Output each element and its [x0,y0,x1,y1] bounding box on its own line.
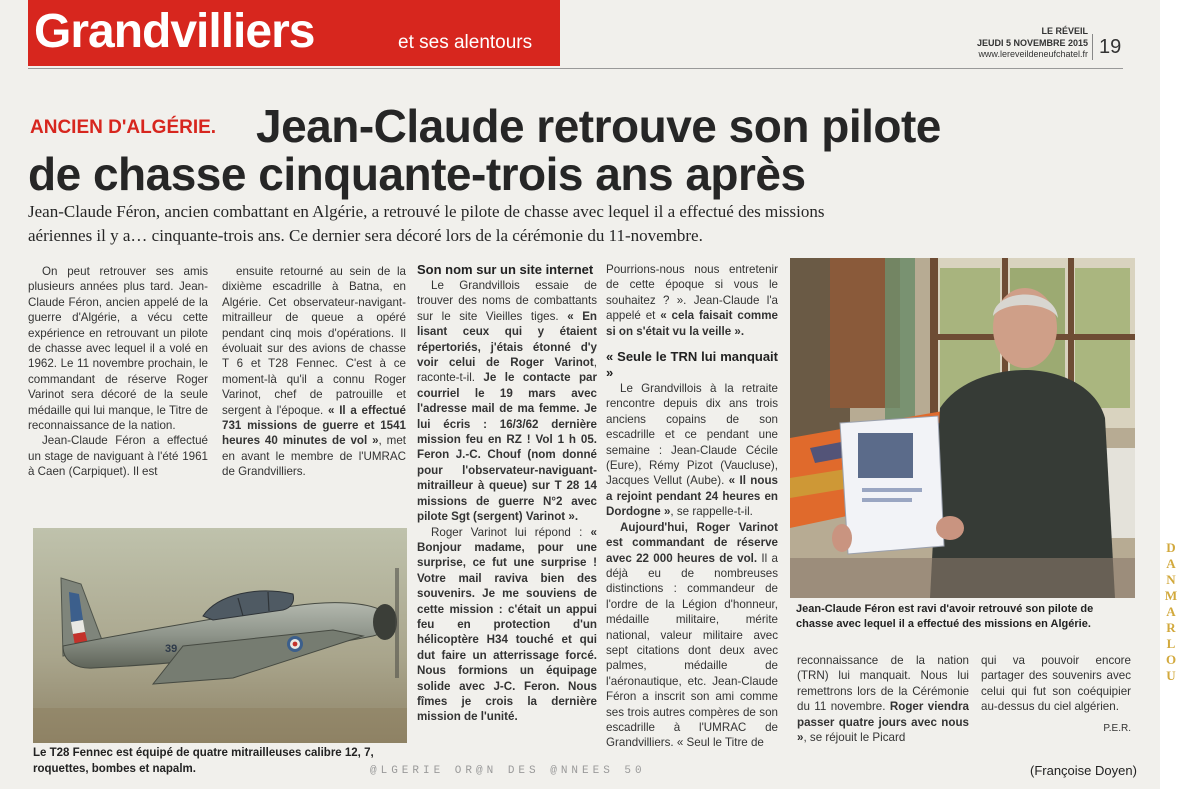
paragraph-text: Roger Varinot lui répond : [431,525,591,539]
paragraph-text: , met en avant le membre de l'UMRAC de Grandvilliers. [222,434,406,479]
paragraph-text: Il a déjà eu de nombreuses distinctions : commandeur de l'ordre de la Légion d'honneur, médaille militaire, mérite national, valeur militaire avec sept citations dont deux avec palmes, médaille de l'aéronautique, etc. Jean-Claude Féron a inscrit son ami comme ses trois autres compères de son escadrille à l'UMRAC de Grandvilliers. « Seul le Titre de [606,551,778,750]
section-subtitle: et ses alentours [398,32,533,53]
quote-text: « Bonjour madame, pour une surprise, ce fut une surprise ! Votre mail raviva bien des souvenirs. Je me souviens de cette mission : c'était un appui feu en protection d'un hélicoptère H34 touché et qui dut faire un atterrissage forcé. Nous formions un équipage solide avec J-C. Feron. Nous fîmes je crois la dernière mission de l'unité. [417,525,597,724]
article-column-3 [417,262,597,725]
jean-claude-feron-photo [790,258,1135,598]
article-column-4 [606,262,778,751]
headline-line-1: Jean-Claude retrouve son pilote [256,100,941,152]
article-column-5 [797,653,969,745]
paragraph-text: ensuite retourné au sein de la dixième escadrille à Batna, en Algérie. Cet observateur-navigant-mitrailleur de queue a opéré pendant cinq mois d'opérations. Il évoluait sur des avions de chasse T 6 et T28 Fennec. C'est à ce moment-là qu'il a connu Roger Varinot, chef de patrouille et sergent à l'époque. [222,265,406,417]
paragraph-text: , raconte-t-il. [417,356,597,385]
paragraph [417,278,597,525]
article-column-1 [28,264,208,480]
paragraph-text: Le Grandvillois à la retraite rencontre depuis dix ans trois anciens copains de son escadrille et ce pendant une semaine : Jean-Claude Cécile (Eure), Rémy Pizot (Vaucluse), Jacques Vellut (Aube). [606,382,778,488]
plane-illustration [33,528,407,743]
plane-photo-caption: Le T28 Fennec est équipé de quatre mitrailleuses calibre 12, 7, roquettes, bombes et napalm. [33,747,374,775]
paragraph [606,262,778,339]
headline-line-2: de chasse cinquante-trois ans après [28,148,806,200]
paragraph-text: Pourrions-nous nous entretenir de cette époque si vous le souhaitez ? ». Jean-Claude l'a appelé et [606,263,778,323]
newspaper-name: LE RÉVEIL [1041,26,1088,36]
paragraph: On peut retrouver ses amis plusieurs années plus tard. Jean-Claude Féron, ancien appelé de la guerre d'Algérie, a vécu cette expérience en retrouvant un pilote de chasse avec lequel il a volé en 1962. Le 11 novembre prochain, le commandant de réserve Roger Varinot sera décoré de la seule médaille qui lui manque, le Titre de reconnaissance de la nation. [28,265,208,433]
newspaper-website: www.lereveildeneufchatel.fr [978,49,1088,59]
quote-text: « Il nous a rejoint pendant 24 heures en Dordogne » [606,474,778,519]
paragraph-text: Le Grandvillois essaie de trouver des noms de combattants sur le site Vieilles tiges. [417,279,597,323]
emphasis-text: Aujourd'hui, Roger Varinot est commandant de réserve avec 22 000 heures de vol. [606,520,778,565]
issue-date: JEUDI 5 NOVEMBRE 2015 [976,38,1088,48]
quote-text: Je le contacte par courriel le 19 mars avec l'adresse mail de ma femme. Je lui écris : 16/3/62 dernière mission feu en RZ ! Vol 1 h 05. Feron J.-C. Chouf (nom donné pour l'observateur-naviguant-mitrailleur à queue) sur T 28 14 missions de guerre N°2 avec pilote Sgt (sergent) Varinot ». [417,371,597,524]
paragraph [417,525,597,725]
subheading: Son nom sur un site internet [417,262,594,277]
portrait-illustration [790,258,1135,598]
quote-text: « Il a effectué 731 missions de guerre et 1541 heures 40 minutes de vol » [222,403,406,448]
paragraph: qui va pouvoir encore partager des souvenirs avec celui qui fut son coéquipier au-dessus du ciel algérien. [981,654,1131,714]
paragraph-text: reconnaissance de la nation (TRN) lui manquait. Nous lui remettrons lors de la Cérémonie du 11 novembre. [797,654,969,714]
paragraph: Jean-Claude Féron a effectué un stage de naviguant à l'été 1961 à Caen (Carpiquet). Il est [28,434,208,479]
paragraph [797,653,969,745]
bottom-watermark: @LGERIE OR@N DES @NNEES 50 [370,765,646,777]
article-column-6 [981,653,1131,736]
photo-credit: (Françoise Doyen) [1030,763,1137,778]
t28-fennec-photo [33,528,407,743]
quote-text: Roger viendra passer quatre jours avec nous » [797,700,969,745]
portrait-photo-caption: Jean-Claude Féron est ravi d'avoir retrouvé son pilote de chasse avec lequel il a effectué des missions en Algérie. [796,603,1094,630]
section-name: Grandvilliers [34,5,315,58]
paragraph [606,381,778,520]
paragraph-text: , se rappelle-t-il. [670,505,753,519]
article-kicker: ANCIEN D'ALGÉRIE. [30,117,217,138]
article-standfirst: Jean-Claude Féron, ancien combattant en Algérie, a retrouvé le pilote de chasse avec lequel il a effectué des missions aériennes il y a… cinquante-trois ans. Ce dernier sera décoré lors de la cérémonie du 11-novembre. [28,202,825,245]
page-number: 19 [1092,34,1121,60]
quote-text: « En lisant ceux qui y étaient répertoriés, j'étais étonné d'y voir celui de Roger Varinot [417,309,598,370]
plane-tail-number: 39 [165,643,178,655]
paragraph [606,520,778,751]
masthead-rule [28,68,1123,69]
paragraph-text: , se réjouit le Picard [803,731,906,745]
paragraph [222,264,406,480]
author-signature: P.E.R. [1103,722,1131,734]
section-masthead [28,0,560,66]
article-column-2 [222,264,406,480]
vertical-watermark: DANMARLOU [1164,540,1178,683]
subheading: « Seule le TRN lui manquait » [606,349,778,381]
quote-text: « cela faisait comme si on s'était vu la veille ». [606,309,778,338]
